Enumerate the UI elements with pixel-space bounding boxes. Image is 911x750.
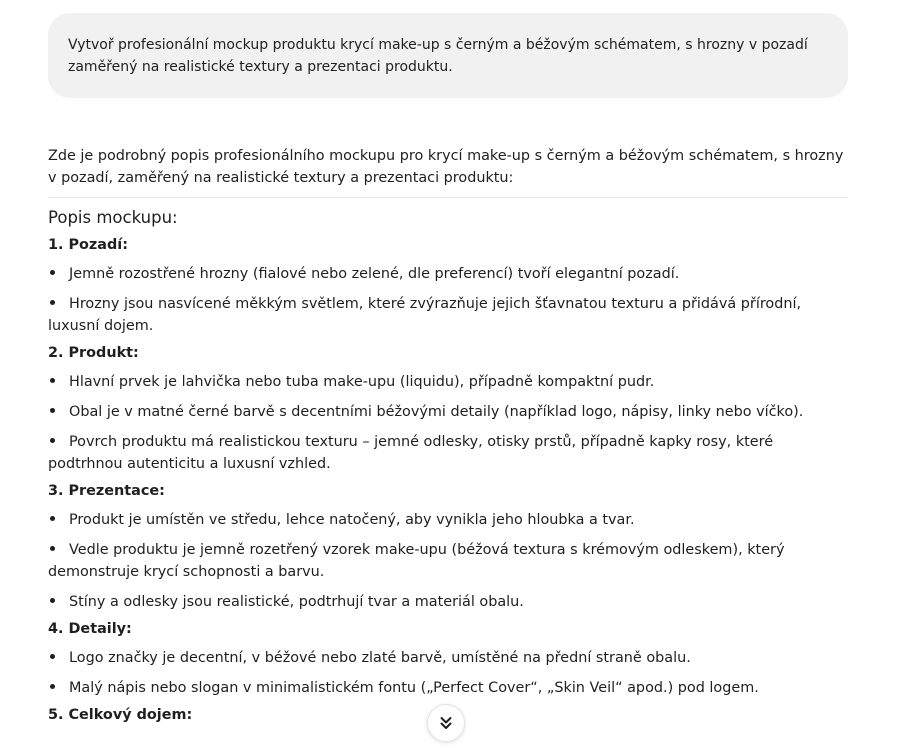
list-item <box>48 647 848 669</box>
bullet-list <box>48 647 848 699</box>
list-item <box>48 509 848 531</box>
section-pozadi <box>48 235 848 337</box>
bullet-icon <box>50 438 55 443</box>
list-item-text: Obal je v matné černé barvě s decentními béžovými detaily (například logo, nápisy, linky nebo víčko). <box>69 404 804 420</box>
section-title: 4. Detaily: <box>48 621 132 637</box>
list-item <box>48 539 848 583</box>
bullet-icon <box>50 546 55 551</box>
list-item <box>48 263 848 285</box>
scroll-to-bottom-button[interactable] <box>427 704 465 742</box>
bullet-list <box>48 371 848 475</box>
section-title: 5. Celkový dojem: <box>48 707 193 723</box>
list-item-text: Produkt je umístěn ve středu, lehce natočený, aby vynikla jeho hloubka a tvar. <box>69 512 635 528</box>
section-produkt <box>48 343 848 475</box>
bullet-list <box>48 263 848 337</box>
list-item <box>48 371 848 393</box>
bullet-icon <box>50 300 55 305</box>
assistant-intro: Zde je podrobný popis profesionálního mockupu pro krycí make-up s černým a béžovým schématem, s hrozny v pozadí, zaměřený na realistické textury a prezentaci produktu: <box>48 145 848 198</box>
section-title: 3. Prezentace: <box>48 483 165 499</box>
list-item <box>48 591 848 613</box>
list-item <box>48 293 848 337</box>
list-item-text: Vedle produktu je jemně rozetřený vzorek make-upu (béžová textura s krémovým odleskem), který demonstruje krycí schopnosti a barvu. <box>48 542 785 580</box>
bullet-icon <box>50 408 55 413</box>
list-item <box>48 677 848 699</box>
bullet-list <box>48 509 848 613</box>
list-item <box>48 401 848 423</box>
bullet-icon <box>50 516 55 521</box>
chat-thread <box>48 13 848 725</box>
list-item-text: Povrch produktu má realistickou texturu – jemné odlesky, otisky prstů, případně kapky rosy, které podtrhnou autenticitu a luxusní vzhled. <box>48 434 774 472</box>
response-heading: Popis mockupu: <box>48 208 178 227</box>
bullet-icon <box>50 598 55 603</box>
list-item-text: Hlavní prvek je lahvička nebo tuba make-upu (liquidu), případně kompaktní pudr. <box>69 374 655 390</box>
list-item-text: Hrozny jsou nasvícené měkkým světlem, které zvýrazňuje jejich šťavnatou texturu a přidává přírodní, luxusní dojem. <box>48 296 802 334</box>
section-detaily <box>48 619 848 699</box>
section-prezentace <box>48 481 848 613</box>
bullet-icon <box>50 270 55 275</box>
list-item-text: Jemně rozostřené hrozny (fialové nebo zelené, dle preferencí) tvoří elegantní pozadí. <box>69 266 680 282</box>
user-message-text: Vytvoř profesionální mockup produktu krycí make-up s černým a béžovým schématem, s hrozny v pozadí zaměřený na realistické textury a prezentaci produktu. <box>68 37 808 75</box>
list-item-text: Stíny a odlesky jsou realistické, podtrhují tvar a materiál obalu. <box>69 594 524 610</box>
list-item-text: Logo značky je decentní, v béžové nebo zlaté barvě, umístěné na přední straně obalu. <box>69 650 691 666</box>
list-item-text: Malý nápis nebo slogan v minimalistickém fontu („Perfect Cover“, „Skin Veil“ apod.) pod logem. <box>69 680 759 696</box>
list-item <box>48 431 848 475</box>
bullet-icon <box>50 378 55 383</box>
double-chevron-down-icon <box>438 715 454 731</box>
section-title: 2. Produkt: <box>48 345 139 361</box>
bullet-icon <box>50 654 55 659</box>
bullet-icon <box>50 684 55 689</box>
section-title: 1. Pozadí: <box>48 237 128 253</box>
assistant-response <box>48 145 848 725</box>
user-message-bubble <box>48 13 848 98</box>
